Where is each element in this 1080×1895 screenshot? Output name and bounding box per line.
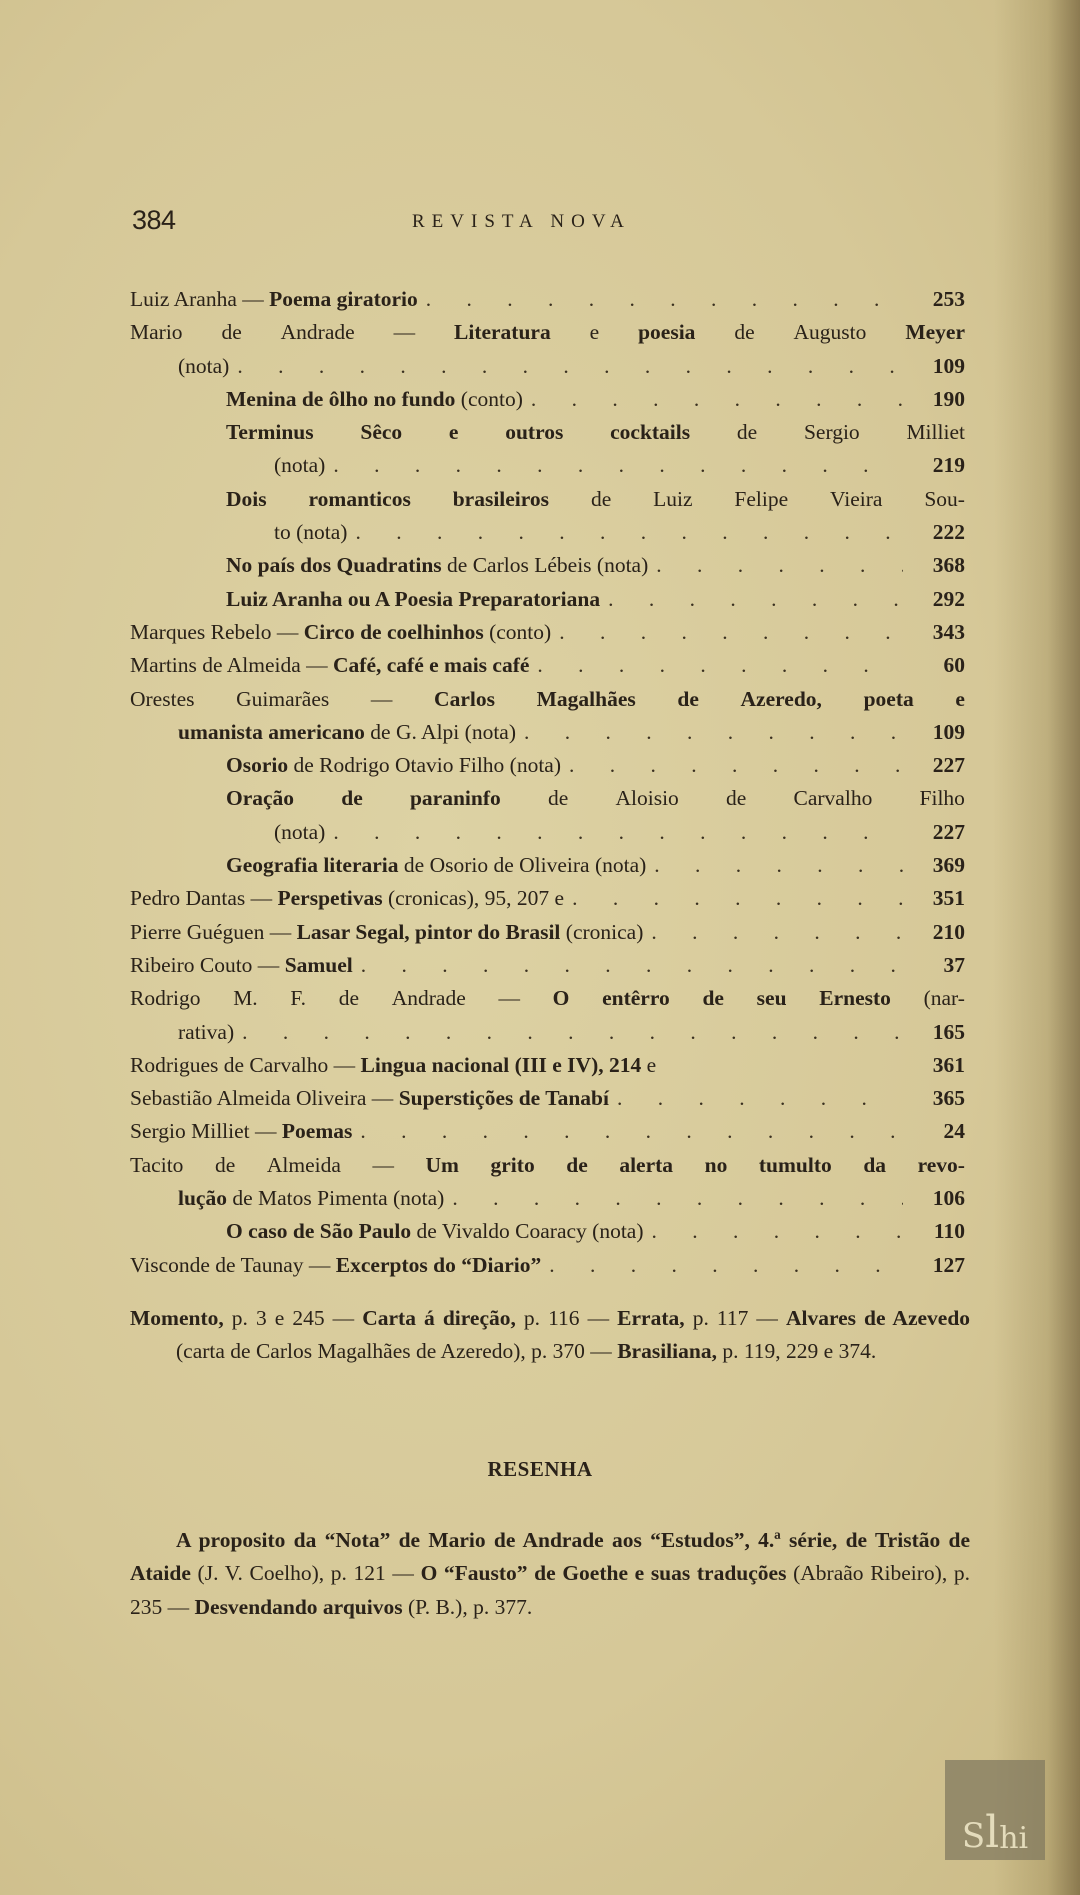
index-line — [130, 283, 965, 316]
dot-leader — [523, 383, 903, 416]
author-text: (nota) — [274, 453, 326, 478]
page-reference: 60 — [943, 653, 965, 678]
index-line — [130, 1082, 965, 1115]
index-line — [130, 616, 965, 649]
bold-title: Carta á direção, — [362, 1306, 516, 1330]
index-line-text — [226, 416, 965, 449]
index-entry — [130, 949, 965, 982]
dot-leader — [648, 549, 903, 582]
plain-text: p. 119, 229 e 374. — [716, 1339, 877, 1364]
index-entry — [130, 283, 965, 316]
index-line — [130, 583, 965, 616]
work-title: Circo de coelhinhos — [303, 619, 484, 644]
work-title: umanista americano — [178, 719, 365, 744]
dot-leader — [551, 616, 903, 649]
author-word: Augusto — [793, 320, 867, 345]
author-text: Sergio Milliet — — [130, 1119, 282, 1144]
author-text: (cronica) — [560, 919, 644, 944]
title-word: poesia — [638, 320, 696, 345]
author-text: de G. Alpi (nota) — [364, 719, 516, 744]
dot-leader — [609, 1082, 903, 1115]
index-line — [130, 949, 965, 982]
index-entry — [130, 1215, 965, 1248]
title-word: Magalhães — [536, 686, 636, 711]
dot-leader — [352, 1115, 903, 1148]
index-entry — [130, 782, 965, 849]
author-text: Marques Rebelo — — [130, 619, 304, 644]
page-reference: 106 — [932, 1186, 965, 1211]
index-line — [130, 383, 965, 416]
title-word: Terminus — [226, 420, 314, 445]
author-word: Felipe — [734, 486, 789, 511]
work-title: Lasar Segal, pintor do Brasil — [296, 919, 561, 944]
index-line — [130, 316, 965, 349]
page-reference: 222 — [932, 520, 965, 545]
page-reference: 165 — [932, 1019, 965, 1044]
page-reference: 219 — [932, 453, 965, 478]
author-word: Luiz — [653, 486, 693, 511]
bold-title: Desvendando arquivos — [194, 1594, 403, 1619]
author-word: de — [734, 320, 755, 345]
author-text: (nota) — [274, 819, 326, 844]
index-entry — [130, 749, 965, 782]
title-word: grito — [490, 1152, 535, 1177]
author-text: (conto) — [455, 386, 523, 411]
dot-leader — [541, 1249, 903, 1282]
index-line — [130, 916, 965, 949]
author-word: de — [221, 320, 242, 345]
plain-text: p. 116 — — [515, 1306, 618, 1330]
review-text — [130, 1524, 970, 1624]
author-text: Martins de Almeida — — [130, 653, 334, 678]
index-entry — [130, 1049, 965, 1082]
work-title: Samuel — [284, 952, 353, 977]
dot-leader — [643, 916, 903, 949]
page-reference: 127 — [932, 1252, 965, 1277]
title-word: Meyer — [905, 320, 965, 345]
bold-title: Alvares de Azevedo — [785, 1306, 971, 1330]
index-line — [130, 483, 965, 516]
index-entry — [130, 982, 965, 1049]
index-line — [130, 849, 965, 882]
work-title: Poema giratorio — [269, 287, 418, 311]
plain-text: (Abraão Ribeiro), p. 235 — — [130, 1561, 970, 1619]
index-line-text — [130, 683, 965, 716]
author-text: Pedro Dantas — — [130, 886, 278, 911]
title-word: da — [863, 1152, 887, 1177]
index-line-text — [130, 982, 965, 1015]
index-line-text — [226, 483, 965, 516]
author-text: de Carlos Lébeis (nota) — [441, 553, 649, 578]
title-word: poeta — [863, 686, 914, 711]
bold-title: O “Fausto” de Goethe e suas traduções — [420, 1561, 787, 1586]
plain-text: (J. V. Coelho), p. 121 — — [190, 1561, 421, 1586]
work-title: O caso de São Paulo — [226, 1219, 412, 1244]
miscellany-paragraph — [130, 1302, 970, 1369]
index-entry — [130, 616, 965, 649]
author-word: Vieira — [830, 486, 883, 511]
index-entry — [130, 1249, 965, 1282]
index-line-text — [130, 1149, 965, 1182]
index-line — [130, 749, 965, 782]
page-reference: 227 — [932, 819, 965, 844]
page-reference: 351 — [932, 886, 965, 911]
author-word: Sergio — [803, 420, 860, 445]
title-word: Azeredo, — [740, 686, 822, 711]
dot-leader — [529, 649, 903, 682]
work-title: Geografia literaria — [226, 853, 399, 878]
title-word: brasileiros — [452, 486, 550, 511]
dot-leader — [644, 1215, 904, 1248]
plain-text: p. 3 e 245 — — [223, 1306, 363, 1330]
index-entry — [130, 916, 965, 949]
index-entry — [130, 483, 965, 550]
author-word: Rodrigo — [130, 986, 201, 1011]
author-word: Filho — [919, 786, 965, 811]
bold-title: Momento, — [130, 1306, 224, 1330]
work-title: Menina de ôlho no fundo — [226, 386, 456, 411]
title-word: Carlos — [434, 686, 495, 711]
dot-leader — [347, 516, 903, 549]
index-line — [130, 516, 965, 549]
title-word: no — [704, 1152, 728, 1177]
index-line — [130, 549, 965, 582]
index-entry — [130, 549, 965, 582]
page-reference: 365 — [932, 1086, 965, 1111]
index-entry — [130, 683, 965, 750]
index-line — [130, 683, 965, 716]
title-word: entêrro — [602, 986, 670, 1011]
author-text: Pierre Guéguen — — [130, 919, 297, 944]
page-reference: 24 — [943, 1119, 965, 1144]
author-text: (nota) — [178, 353, 230, 378]
index-entry — [130, 583, 965, 616]
author-text: Visconde de Taunay — — [130, 1252, 336, 1277]
miscellany-text — [130, 1302, 970, 1369]
index-entry — [130, 1115, 965, 1148]
dot-leader — [600, 583, 903, 616]
page-reference: 37 — [943, 952, 965, 977]
author-word: de — [726, 786, 747, 811]
author-word: Sou- — [924, 486, 965, 511]
review-section — [130, 1524, 970, 1624]
author-word: Almeida — [266, 1152, 341, 1177]
author-word: de — [547, 786, 569, 811]
title-word: revo- — [917, 1152, 965, 1177]
logo-letter-l: l — [985, 1807, 1000, 1858]
index-line — [130, 1049, 965, 1082]
author-text: de Osorio de Oliveira (nota) — [398, 853, 647, 878]
work-title: Excerptos do “Diario” — [335, 1252, 542, 1277]
index-line — [130, 882, 965, 915]
dot-leader — [353, 949, 903, 982]
page-reference: 253 — [932, 287, 965, 311]
author-index — [130, 283, 965, 1282]
author-word: (nar- — [923, 986, 965, 1011]
index-line — [130, 782, 965, 815]
dot-leader — [516, 716, 903, 749]
index-line — [130, 1215, 965, 1248]
title-word: Sêco — [360, 420, 403, 445]
author-text: de Vivaldo Coaracy (nota) — [411, 1219, 644, 1244]
title-word: de — [677, 686, 699, 711]
index-line — [130, 449, 965, 482]
title-word: tumulto — [758, 1152, 832, 1177]
work-title: Lingua nacional (III e IV), 214 — [360, 1052, 642, 1077]
plain-text: (carta de Carlos Magalhães de Azeredo), p. 370 — — [176, 1339, 618, 1364]
index-line — [130, 416, 965, 449]
author-text: Rodrigues de Carvalho — — [130, 1052, 361, 1077]
page-reference: 292 — [932, 586, 965, 611]
index-entry — [130, 416, 965, 483]
author-word: Andrade — [280, 320, 355, 345]
logo-letters-hi: hi — [999, 1821, 1029, 1856]
author-text: (cronicas), 95, 207 e — [382, 886, 565, 911]
dot-leader — [234, 1016, 903, 1049]
dot-leader — [561, 749, 903, 782]
work-title: Perspetivas — [277, 886, 383, 911]
dot-leader — [646, 849, 903, 882]
title-word: Literatura — [454, 320, 551, 345]
index-line — [130, 1016, 965, 1049]
title-word: de — [702, 986, 724, 1011]
index-entry — [130, 849, 965, 882]
author-word: de — [590, 486, 612, 511]
index-line-text — [226, 782, 965, 815]
index-entry — [130, 882, 965, 915]
title-word: Dois — [226, 486, 267, 511]
title-word: Ernesto — [819, 986, 891, 1011]
bold-title: Errata, — [617, 1306, 685, 1330]
author-text: Luiz Aranha — — [130, 287, 270, 311]
author-word: Tacito — [130, 1152, 184, 1177]
author-word: — — [372, 1152, 394, 1177]
index-line — [130, 649, 965, 682]
index-entry — [130, 1149, 965, 1216]
work-title: Superstições de Tanabí — [398, 1086, 609, 1111]
dot-leader — [418, 283, 903, 316]
page-reference: 109 — [932, 353, 965, 378]
author-word: Milliet — [906, 420, 965, 445]
index-entry — [130, 383, 965, 416]
author-word: Andrade — [391, 986, 466, 1011]
index-line — [130, 350, 965, 383]
author-word: e — [589, 320, 600, 345]
title-word: de — [341, 786, 363, 811]
index-line — [130, 1149, 965, 1182]
page-reference: 210 — [932, 919, 965, 944]
plain-text: (P. B.), p. 377. — [402, 1594, 533, 1619]
author-text: de Matos Pimenta (nota) — [226, 1186, 445, 1211]
index-line-text — [130, 316, 965, 349]
dot-leader — [564, 882, 903, 915]
author-text: e — [641, 1052, 657, 1077]
author-word: Guimarães — [236, 686, 330, 711]
author-word: Mario — [130, 320, 183, 345]
author-text: de Rodrigo Otavio Filho (nota) — [288, 753, 562, 778]
index-entry — [130, 1082, 965, 1115]
page-reference: 343 — [932, 619, 965, 644]
title-word: e — [955, 686, 965, 711]
author-text: rativa) — [178, 1019, 235, 1044]
author-text: to (nota) — [274, 520, 348, 545]
title-word: alerta — [619, 1152, 674, 1177]
index-line — [130, 716, 965, 749]
author-word: Orestes — [130, 686, 195, 711]
author-word: F. — [290, 986, 307, 1011]
index-entry — [130, 649, 965, 682]
title-word: O — [552, 986, 570, 1011]
title-word: seu — [756, 986, 787, 1011]
page-header — [132, 205, 962, 235]
work-title: Osorio — [226, 753, 289, 778]
dot-leader — [444, 1182, 903, 1215]
index-line — [130, 1249, 965, 1282]
plain-text: p. 117 — — [684, 1306, 786, 1330]
work-title: Café, café e mais café — [333, 653, 530, 678]
library-logo — [945, 1760, 1045, 1860]
page-reference: 227 — [932, 753, 965, 778]
work-title: No país dos Quadratins — [226, 553, 442, 578]
author-word: M. — [233, 986, 258, 1011]
title-word: e — [448, 420, 459, 445]
author-text: Ribeiro Couto — — [130, 952, 285, 977]
author-word: de — [214, 1152, 236, 1177]
bold-title: Brasiliana, — [617, 1339, 717, 1364]
author-word: Carvalho — [793, 786, 873, 811]
logo-letter-s: S — [961, 1816, 986, 1856]
author-word: Aloisio — [615, 786, 679, 811]
index-line — [130, 982, 965, 1015]
title-word: cocktails — [610, 420, 691, 445]
index-entry — [130, 316, 965, 383]
dot-leader — [229, 350, 903, 383]
running-title: REVISTA NOVA — [412, 211, 631, 232]
author-word: de — [338, 986, 360, 1011]
section-title-resenha: RESENHA — [487, 1457, 593, 1481]
page-reference: 110 — [933, 1219, 965, 1244]
index-line — [130, 1182, 965, 1215]
author-text: (conto) — [483, 619, 552, 644]
author-text: Sebastião Almeida Oliveira — — [130, 1086, 399, 1111]
index-line — [130, 816, 965, 849]
page-reference: 361 — [932, 1052, 965, 1077]
page-reference: 368 — [932, 553, 965, 578]
title-word: de — [566, 1152, 588, 1177]
work-title: Luiz Aranha ou A Poesia Preparatoriana — [226, 586, 601, 611]
index-line — [130, 1115, 965, 1148]
page-reference: 190 — [932, 386, 965, 411]
title-word: outros — [505, 420, 564, 445]
title-word: paraninfo — [409, 786, 501, 811]
page-reference: 369 — [932, 853, 965, 878]
author-word: — — [393, 320, 416, 345]
title-word: Um — [425, 1152, 459, 1177]
work-title: lução — [178, 1186, 227, 1211]
author-word: — — [370, 686, 393, 711]
author-word: — — [498, 986, 520, 1011]
author-word: de — [736, 420, 758, 445]
work-title: Poemas — [281, 1119, 353, 1144]
title-word: Oração — [226, 786, 295, 811]
title-word: romanticos — [308, 486, 411, 511]
dot-leader — [325, 816, 903, 849]
page-number: 384 — [132, 205, 176, 235]
dot-leader — [325, 449, 903, 482]
bold-title: A proposito da “Nota” de Mario de Andrade aos “Estudos”, 4.ª série, de Tristão de Ataide — [130, 1528, 970, 1586]
page-reference: 109 — [932, 719, 965, 744]
